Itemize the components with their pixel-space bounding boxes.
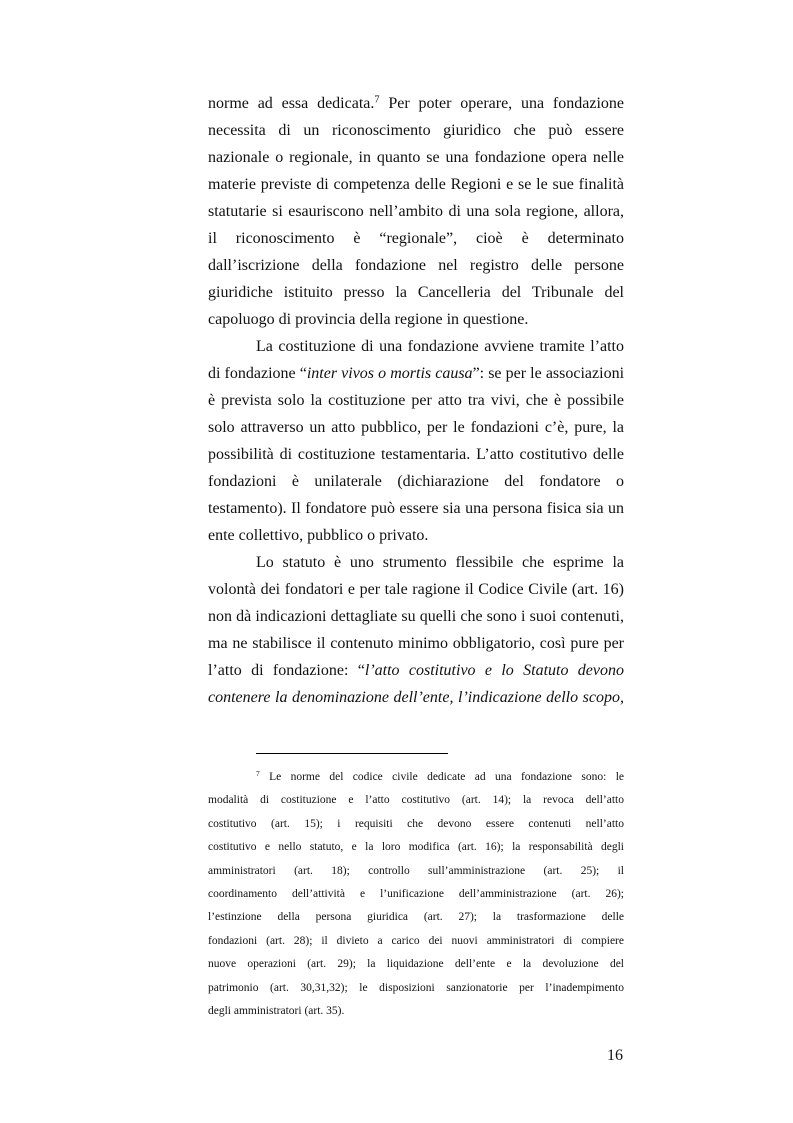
text-line: necessita di un riconoscimento giuridico che può essere xyxy=(208,122,624,139)
paragraph-3 xyxy=(208,549,624,711)
text-span: l’atto di fondazione: “ xyxy=(208,662,365,679)
footnote-line: costitutivo (art. 15); i requisiti che devono essere contenuti nell’atto xyxy=(208,817,624,830)
text-span: Per poter operare, una fondazione xyxy=(379,95,624,112)
text-line: La costituzione di una fondazione avviene tramite l’atto xyxy=(256,338,624,355)
text-line xyxy=(208,684,624,711)
footnote-line: l’estinzione della persona giuridica (art. 27); la trasformazione delle xyxy=(208,911,624,924)
footnote-line: patrimonio (art. 30,31,32); le disposizioni sanzionatorie per l’inadempimento xyxy=(208,981,624,994)
footnote-separator xyxy=(256,753,448,754)
text-span: norme ad essa dedicata. xyxy=(208,95,375,112)
footnote-line: degli amministratori (art. 35). xyxy=(208,1004,345,1017)
text-line xyxy=(208,360,624,387)
text-line: statutarie si esauriscono nell’ambito di una sola regione, allora, xyxy=(208,203,624,220)
text-line: dall’iscrizione della fondazione nel registro delle persone xyxy=(208,257,624,274)
text-line: il riconoscimento è “regionale”, cioè è determinato xyxy=(208,230,624,247)
footnote xyxy=(208,766,624,1023)
text-line: è prevista solo la costituzione per atto tra vivi, che è possibile xyxy=(208,392,624,409)
text-line: ente collettivo, pubblico o privato. xyxy=(208,527,429,544)
quotation: l’atto costitutivo e lo Statuto devono xyxy=(364,662,624,679)
footnote-line: amministratori (art. 18); controllo sull’amministrazione (art. 25); il xyxy=(208,864,624,877)
quotation: contenere la denominazione dell’ente, l’indicazione dello scopo, xyxy=(208,689,624,706)
text-line: materie previste di competenza delle Regioni e se le sue finalità xyxy=(208,176,624,193)
text-line: ma ne stabilisce il contenuto minimo obbligatorio, così pure per xyxy=(208,635,624,652)
text-line: giuridiche istituito presso la Cancelleria del Tribunale del xyxy=(208,284,624,301)
footnote-line: coordinamento dell’attività e l’unificazione dell’amministrazione (art. 26); xyxy=(208,887,624,900)
footnote-reference[interactable]: 7 xyxy=(374,94,380,106)
page-number: 16 xyxy=(607,1047,623,1064)
footnote-line xyxy=(208,766,624,789)
text-line: Lo statuto è uno strumento flessibile che esprime la xyxy=(256,554,624,571)
paragraph-2 xyxy=(208,333,624,549)
text-span: ”: se per le associazioni xyxy=(472,365,625,382)
text-line: nazionale o regionale, in quanto se una fondazione opera nelle xyxy=(208,149,624,166)
footnote-marker: 7 xyxy=(256,768,260,778)
body-text xyxy=(208,90,624,711)
text-span: Le norme del codice civile dedicate ad una fondazione sono: le xyxy=(259,771,624,783)
footnote-line: nuove operazioni (art. 29); la liquidazione dell’ente e la devoluzione del xyxy=(208,958,624,971)
footnote-line: fondazioni (art. 28); il divieto a carico dei nuovi amministratori di compiere xyxy=(208,934,624,947)
latin-phrase: inter vivos o mortis causa xyxy=(306,365,473,382)
text-line: non dà indicazioni dettagliate su quelli che sono i suoi contenuti, xyxy=(208,608,624,625)
text-line: capoluogo di provincia della regione in questione. xyxy=(208,311,529,328)
paragraph-1 xyxy=(208,90,624,333)
text-line xyxy=(208,657,624,684)
text-line xyxy=(208,90,624,117)
text-span: di fondazione “ xyxy=(208,365,307,382)
text-line: solo attraverso un atto pubblico, per le fondazioni c’è, pure, la xyxy=(208,419,624,436)
footnote-line: modalità di costituzione e l’atto costitutivo (art. 14); la revoca dell’atto xyxy=(208,794,624,807)
text-line: possibilità di costituzione testamentaria. L’atto costitutivo delle xyxy=(208,446,624,463)
text-line: testamento). Il fondatore può essere sia una persona fisica sia un xyxy=(208,500,624,517)
footnote-line: costitutivo e nello statuto, e la loro modifica (art. 16); la responsabilità degli xyxy=(208,841,624,854)
text-line: fondazioni è unilaterale (dichiarazione del fondatore o xyxy=(208,473,624,490)
text-line: volontà dei fondatori e per tale ragione il Codice Civile (art. 16) xyxy=(208,581,624,598)
